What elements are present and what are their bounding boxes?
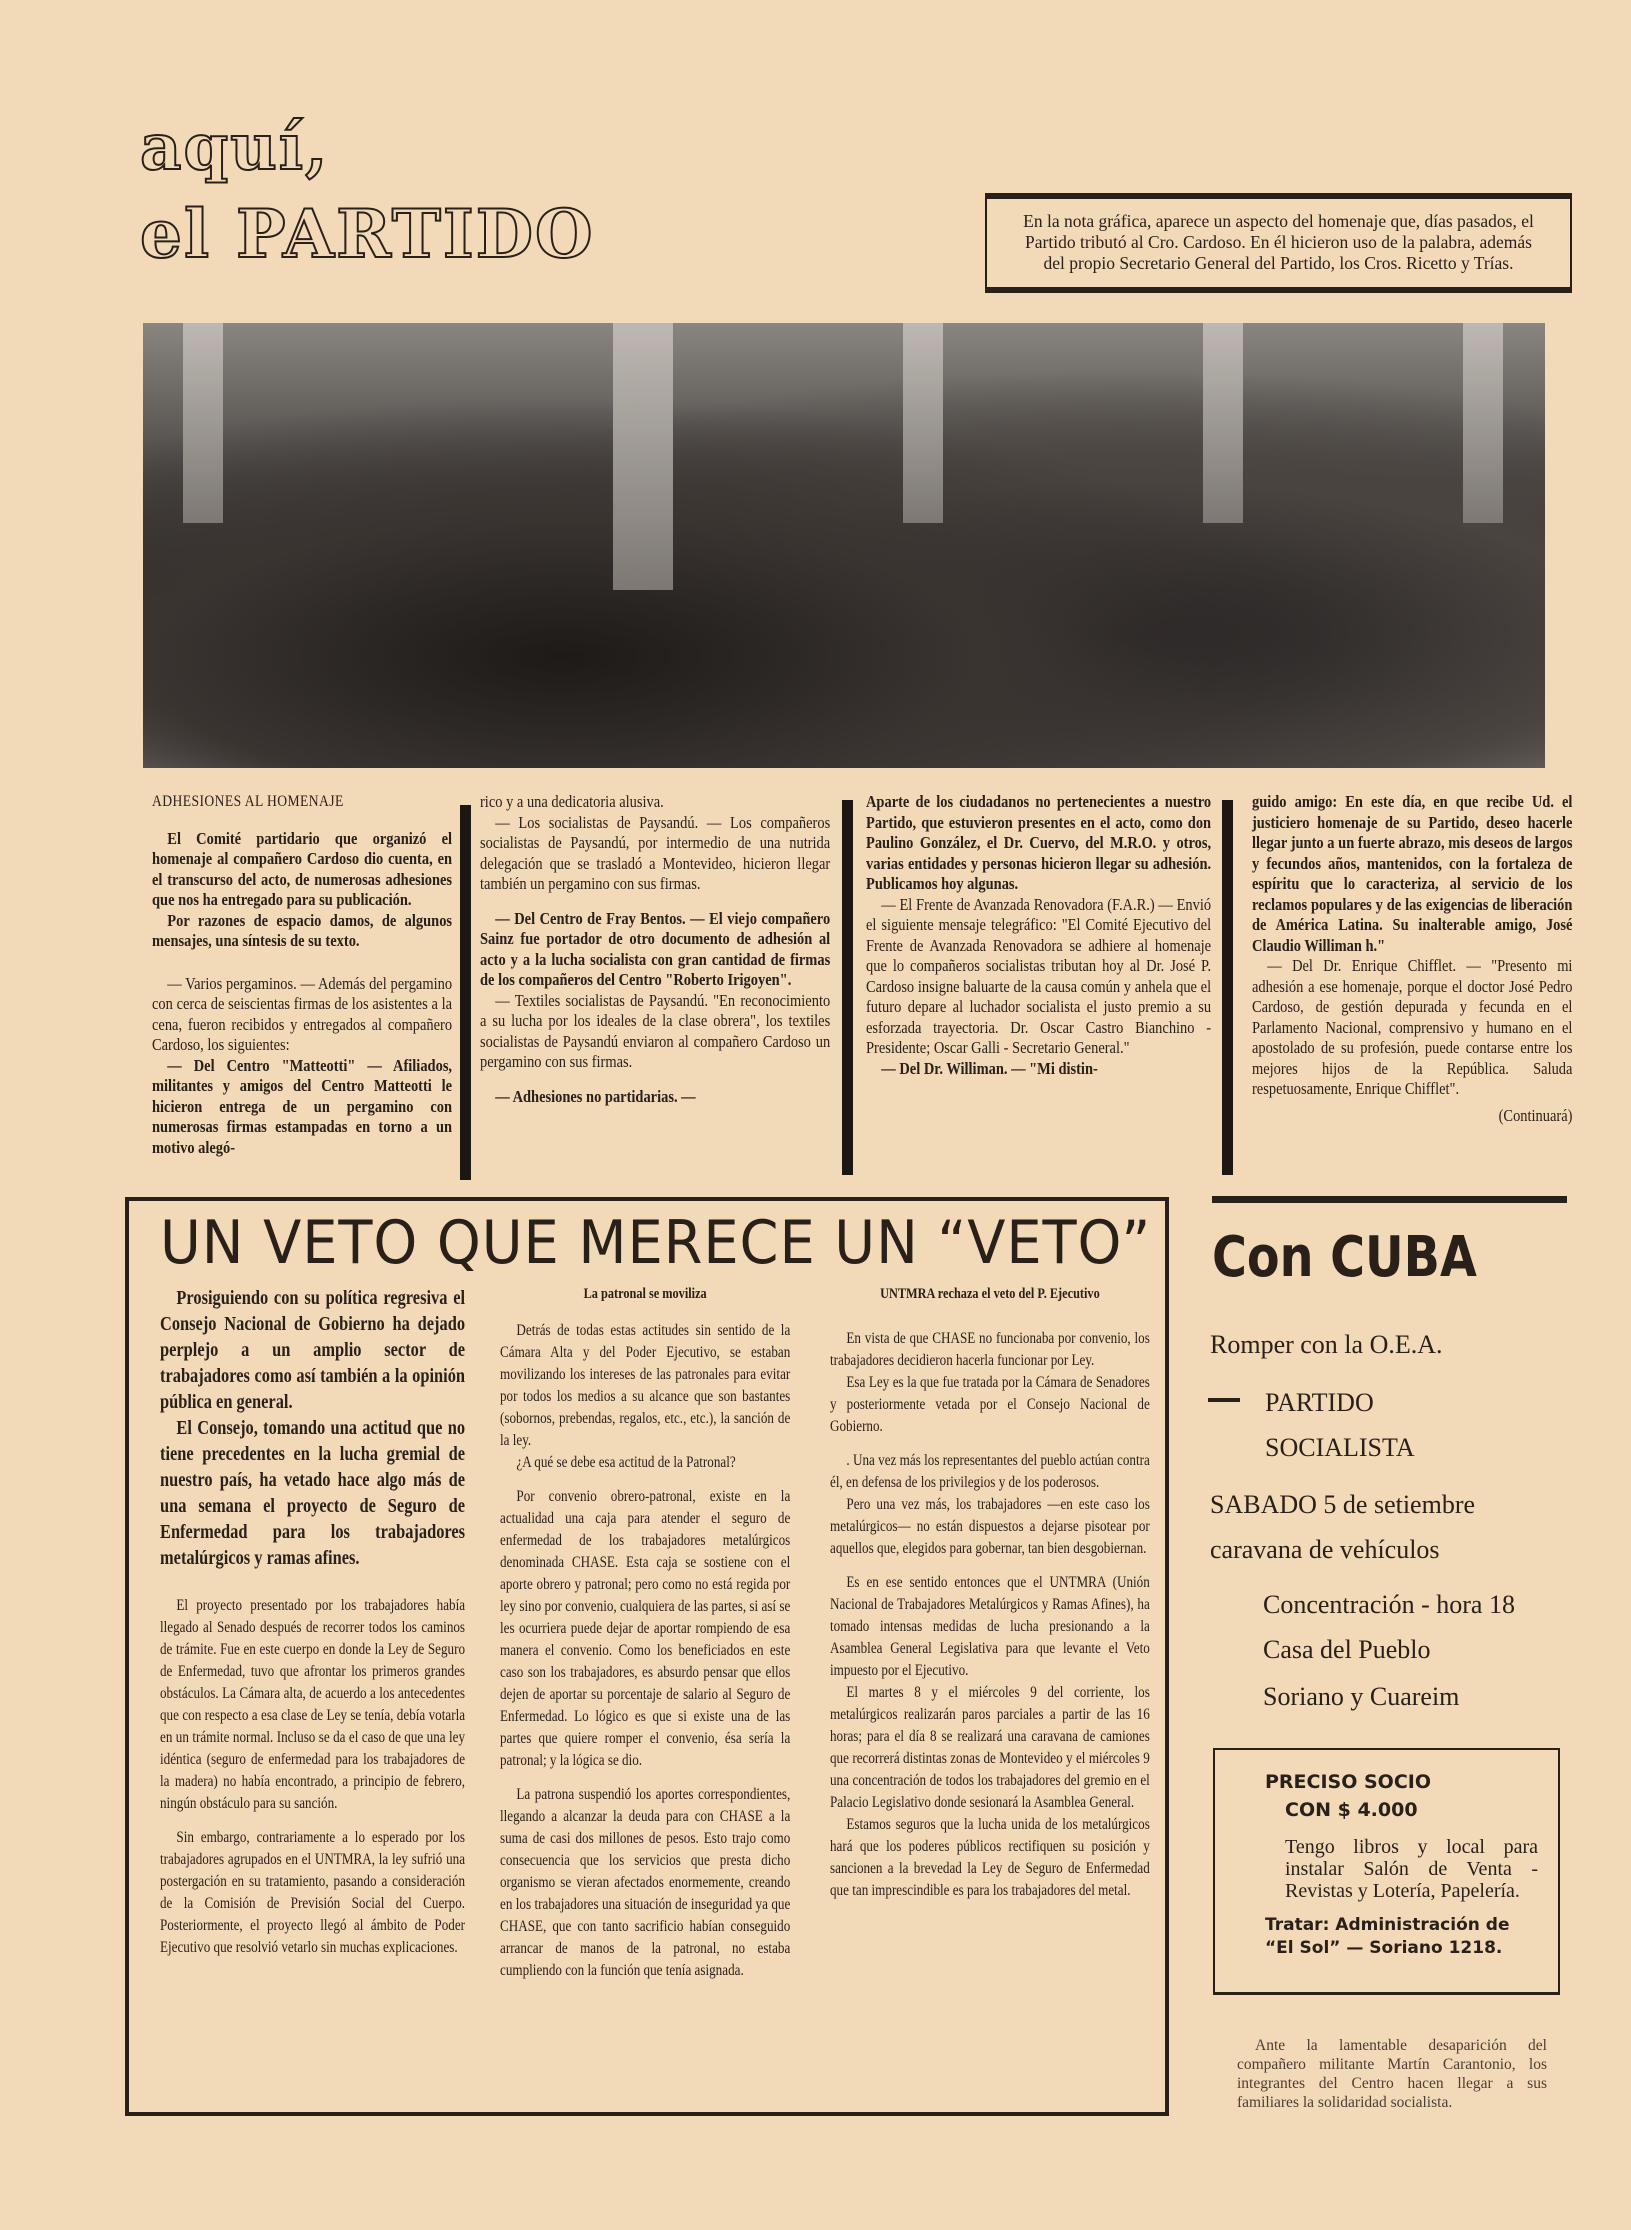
paragraph: — Del Centro "Matteotti" — Afiliados, militantes y amigos del Centro Matteotti le hicieron entrega de un pergamino con numerosas firmas estampadas en torno a un motivo alegó-	[152, 1055, 453, 1157]
divider	[1212, 1196, 1567, 1203]
paragraph: ¿A qué se debe esa actitud de la Patronal?	[516, 1454, 736, 1471]
paragraph: Estamos seguros que la lucha unida de los metalúrgicos hará que los poderes públicos rectifiquen su posición y sancionen a la brevedad la Ley de Seguro de Enfermedad que tan imprescindible es para los trabajadores del metal.	[830, 1816, 1150, 1899]
subheading: La patronal se moviliza	[583, 1286, 707, 1302]
paragraph: El proyecto presentado por los trabajadores había llegado al Senado después de recorrer todos los caminos de trámite. Fue en este cuerpo en donde la Ley de Seguro de Enfermedad, tuvo que afrontar los primeros grandes obstáculos. La Cámara alta, de acuerdo a los antecedentes que con respecto a esa clase de Ley se tenía, debía votarla en un trámite normal. Incluso se da el caso de que una ley idéntica (seguro de enfermedad para los trabajadores de la madera) no había encontrado, a principio de febrero, ningún obstáculo para su sanción.	[160, 1597, 466, 1812]
paragraph: Detrás de todas estas actitudes sin sentido de la Cámara Alta y del Poder Ejecutivo, se estaban movilizando los intereses de las patronales para evitar por todos los medios a su alcance que son bastantes (sobornos, prebendas, regalos, etc., etc.), la sanción de la ley.	[500, 1322, 791, 1449]
photo-caption-box: En la nota gráfica, aparece un aspecto del homenaje que, días pasados, el Partido tributó al Cro. Cardoso. En él hicieron uso de la palabra, además del propio Secretario General del Partido, los Cros. Ricetto y Trías.	[985, 193, 1572, 293]
adhesiones-column-4	[1252, 792, 1572, 1126]
veto-column-c	[830, 1285, 1150, 1902]
paragraph: guido amigo: En este día, en que recibe Ud. el justiciero homenaje de su Partido, deseo hacerle llegar junto a un fuerte abrazo, mis deseos de largos y fecundos años, mantenidos, con la fortaleza de espíritu que lo caracteriza, al servicio de los reclamos populares y de las exigencias de liberación de América Latina. Su inalterable amigo, José Claudio Williman h."	[1252, 792, 1573, 955]
ad-heading: CON $ 4.000	[1285, 1799, 1418, 1821]
column-rule	[1222, 800, 1233, 1175]
paragraph: — Varios pergaminos. — Además del pergamino con cerca de seiscientas firmas de los asistentes a la cena, fueron recibidos y entregados al compañero Cardoso, los siguientes:	[152, 973, 453, 1054]
paragraph: — Textiles socialistas de Paysandú. "En reconocimiento a su lucha por los ideales de la clase obrera", los textiles socialistas de Paysandú enviaron al compañero Cardoso un pergamino con sus firmas.	[480, 990, 831, 1071]
column-rule	[460, 805, 471, 1180]
paragraph: Por convenio obrero-patronal, existe en la actualidad una caja para atender el seguro de enfermedad de los trabajadores metalúrgicos denominada CHASE. Esta caja se sostiene con el aporte obrero y patronal; pero como no está regida por ley sino por convenio, cualquiera de las partes, si así se les ocurriera puede dejar de aportar rompiendo de esa manera el convenio. Como los beneficiados en este caso son los trabajadores, es absurdo pensar que ellos dejen de aportar su porcentaje de salario al Seguro de Enfermedad. Lo lógico es que si existe una de las partes que quiere romper el convenio, ésa sería la patronal; y la lógica se dio.	[500, 1488, 791, 1769]
cuba-line: SABADO 5 de setiembre	[1210, 1490, 1476, 1519]
subheading: UNTMRA rechaza el veto del P. Ejecutivo	[880, 1286, 1100, 1302]
condolence-note: Ante la lamentable desaparición del compañero militante Martín Carantonio, los integrantes del Centro hacen llegar a sus familiares la solidaridad socialista.	[1237, 2037, 1547, 2111]
cuba-line: Soriano y Cuareim	[1263, 1682, 1460, 1711]
paragraph: — Del Centro de Fray Bentos. — El viejo compañero Sainz fue portador de otro documento de adhesión al acto y a la lucha socialista con gran cantidad de firmas de los compañeros del Centro "Roberto Irigoyen".	[480, 908, 831, 989]
paragraph: Aparte de los ciudadanos no pertenecientes a nuestro Partido, que estuvieron presentes en el acto, como don Paulino González, el Dr. Cuervo, del M.R.O. y otros, varias entidades y personas hicieron llegar su adhesión. Publicamos hoy algunas.	[866, 792, 1212, 893]
cuba-line: Romper con la O.E.A.	[1210, 1330, 1443, 1359]
paragraph: rico y a una dedicatoria alusiva.	[480, 792, 664, 811]
paragraph: Esa Ley es la que fue tratada por la Cámara de Senadores y posteriormente vetada por el Consejo Nacional de Gobierno.	[830, 1374, 1150, 1435]
adhesiones-heading: ADHESIONES AL HOMENAJE	[152, 793, 344, 810]
lead-paragraph: El Consejo, tomando una actitud que no tiene precedentes en la lucha gremial de nuestro país, ha vetado hace algo más de una semana el proyecto de Seguro de Enfermedad para los trabajadores metalúrgicos y ramas afines.	[160, 1417, 466, 1569]
adhesiones-column-2	[480, 792, 830, 1107]
paragraph: Por razones de espacio damos, de algunos mensajes, una síntesis de su texto.	[152, 910, 453, 950]
cuba-line: Concentración - hora 18	[1263, 1590, 1515, 1619]
cuba-line: Casa del Pueblo	[1263, 1635, 1431, 1664]
paragraph: El Comité partidario que organizó el homenaje al compañero Cardoso dio cuenta, en el transcurso del acto, de numerosas adhesiones que nos ha entregado para su publicación.	[152, 828, 453, 909]
continued-label: (Continuará)	[1498, 1105, 1573, 1125]
section-title-line2: el PARTIDO	[140, 195, 595, 273]
classified-ad-box	[1213, 1748, 1560, 1995]
cuba-line: caravana de vehículos	[1210, 1535, 1440, 1564]
paragraph: — Del Dr. Enrique Chifflet. — "Presento mi adhesión a ese homenaje, porque el doctor José Pedro Cardoso, de gestión depurada y fecunda en el Parlamento Nacional, comprensivo y humano en el apostolado de su profesión, puede contarse entre los mejores hijos de la República. Saluda respetuosamente, Enrique Chifflet".	[1252, 956, 1573, 1098]
paragraph: — Adhesiones no partidarias. —	[495, 1086, 696, 1106]
paragraph: La patrona suspendió los aportes correspondientes, llegando a alcanzar la deuda para con CHASE a la suma de casi dos millones de pesos. Esto trajo como consecuencia que los servicios que presta dicho organismo se vieran afectados enormemente, creando en los trabajadores una situación de inseguridad ya que CHASE, que con tanto sacrificio habían conseguido arrancar de manos de la patronal, no estaba cumpliendo con la función que tenía asignada.	[500, 1786, 791, 1979]
veto-headline: UN VETO QUE MERECE UN “VETO”	[160, 1208, 1152, 1278]
cuba-line: SOCIALISTA	[1265, 1433, 1415, 1462]
ad-contact: Tratar: Administración de	[1265, 1915, 1510, 1935]
ad-text: Tengo libros y local para instalar Salón de Venta - Revistas y Lotería, Papelería.	[1285, 1836, 1538, 1902]
cuba-title: Con CUBA	[1212, 1225, 1477, 1290]
paragraph: Es en ese sentido entonces que el UNTMRA (Unión Nacional de Trabajadores Metalúrgicos y Ramas Afines), ha tomado intensas medidas de lucha presionando a la Asamblea General Legislativa para que levante el Veto impuesto por el Ejecutivo.	[830, 1574, 1150, 1679]
paragraph: Sin embargo, contrariamente a lo esperado por los trabajadores agrupados en el UNTMRA, la ley sufrió una postergación en su tratamiento, pasando a consideración de la Comisión de Previsión Social del Cuerpo. Posteriormente, el proyecto llegó al ámbito de Poder Ejecutivo que resolvió vetarlo sin muchas explicaciones.	[160, 1829, 466, 1956]
cuba-line: PARTIDO	[1265, 1388, 1374, 1417]
veto-column-a	[160, 1285, 465, 1959]
paragraph: . Una vez más los representantes del pueblo actúan contra él, en defensa de los privilegios y de los poderosos.	[830, 1452, 1150, 1491]
paragraph: En vista de que CHASE no funcionaba por convenio, los trabajadores decidieron hacerla funcionar por Ley.	[830, 1330, 1150, 1369]
adhesiones-column-3	[866, 792, 1211, 1079]
paragraph: — El Frente de Avanzada Renovadora (F.A.R.) — Envió el siguiente mensaje telegráfico: "El Comité Ejecutivo del Frente de Avanzada Renovadora se adhiere al homenaje que lo compañeros socialistas tributan hoy al Dr. José P. Cardoso insigne baluarte de la causa común y anhela que el futuro depare al luchador socialista el justo premio a su esforzada trayectoria. Dr. Oscar Castro Bianchino - Presidente; Oscar Galli - Secretario General."	[866, 894, 1212, 1057]
ad-contact: “El Sol” — Soriano 1218.	[1265, 1938, 1503, 1958]
column-rule	[842, 800, 853, 1175]
dash-mark	[1208, 1398, 1240, 1402]
banquet-photo	[143, 323, 1545, 768]
paragraph: Pero una vez más, los trabajadores —en este caso los metalúrgicos— no están dispuestos a dejarse pisotear por aquellos que, elegidos para gobernar, tan bien desgobiernan.	[830, 1496, 1150, 1557]
section-title-line1: aquí,	[140, 110, 330, 185]
adhesiones-column-1	[152, 792, 452, 1158]
veto-column-b	[500, 1285, 790, 1982]
ad-heading: PRECISO SOCIO	[1265, 1771, 1431, 1793]
paragraph: — Del Dr. Williman. — "Mi distin-	[881, 1058, 1098, 1078]
paragraph: El martes 8 y el miércoles 9 del corriente, los metalúrgicos realizarán paros parciales a partir de las 16 horas; para el día 8 se realizará una caravana de camiones que recorrerá distintas zonas de Montevideo y el miércoles 9 una concentración de todos los trabajadores del gremio en el Palacio Legislativo donde sesionará la Asamblea General.	[830, 1684, 1150, 1811]
lead-paragraph: Prosiguiendo con su política regresiva el Consejo Nacional de Gobierno ha dejado perplejo a un amplio sector de trabajadores como así también a la opinión pública en general.	[160, 1287, 466, 1413]
paragraph: — Los socialistas de Paysandú. — Los compañeros socialistas de Paysandú, por intermedio de una nutrida delegación que se trasladó a Montevideo, hicieron llegar también un pergamino con sus firmas.	[480, 812, 831, 893]
